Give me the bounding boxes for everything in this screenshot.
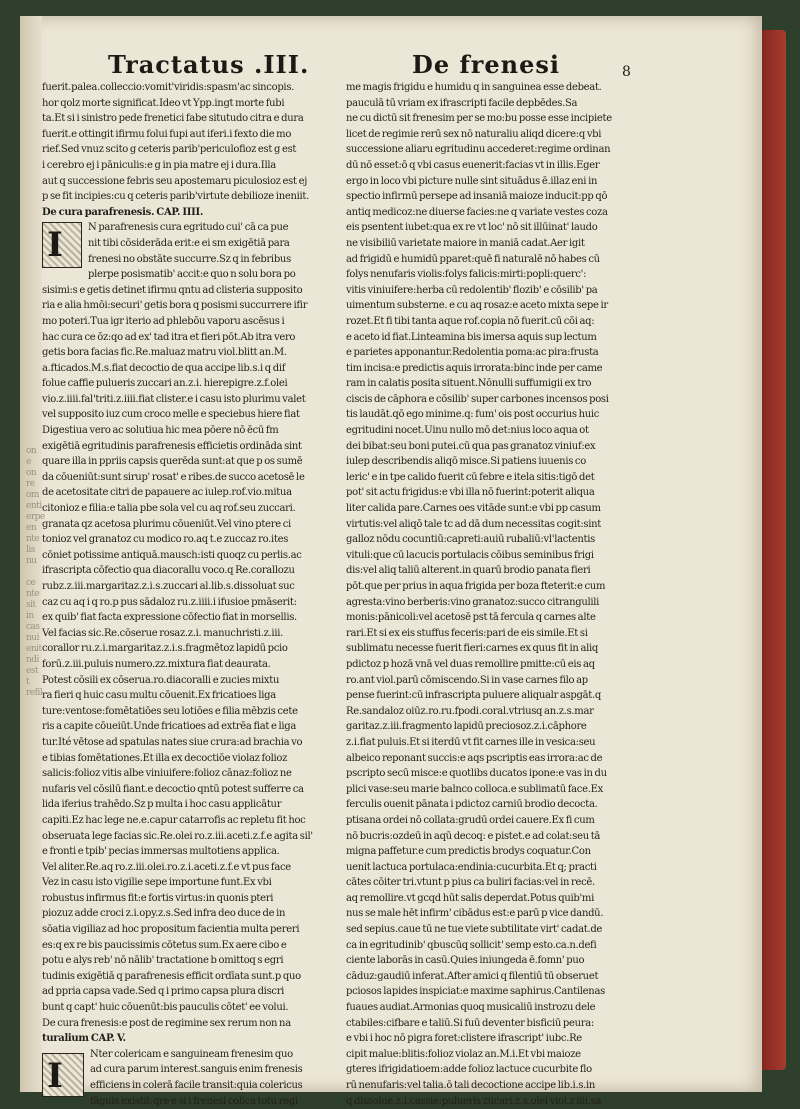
text-line: folys nenufaris violis:folys falicis:mirti:popli:querc':: [346, 269, 587, 281]
text-line: ciente laborās in casū.Quies iniungeda ē.fomn' puo: [346, 955, 585, 967]
text-line: frenesi no obstāte succurre.Sz q in febribus: [88, 253, 291, 265]
text-line: ture:ventose:fomētatiōes seu lotiōes e filia mēbzis cete: [42, 705, 298, 717]
text-line: e parietes apponantur.Redolentia poma:ac pira:frusta: [346, 347, 599, 359]
text-line: potu e alys reb' nō nālib' tractatione b omittoq s egri: [42, 955, 284, 967]
text-line: folue caffie pulueris zuccari an.z.i. hierepigre.z.f.olei: [42, 378, 288, 390]
text-line: ro.ant viol.parū cōmiscendo.Si in vase carnes filo ap: [346, 674, 588, 686]
text-line: ciscis de cāphora e cōsilib' super carbones incensos posi: [346, 393, 609, 405]
text-line: cātes cōiter tri.vtunt p pius ca buliri facias:vel in recē.: [346, 877, 595, 889]
text-line: monis:pānicoli:vel acetosē pst tā fercula q carnes alte: [346, 612, 596, 624]
text-line: ca in egritudinib' qbuscūq sollicit' semp esto.ca.n.defi: [346, 939, 597, 951]
text-line: ctabiles:cifbare e taliū.Si fuū deventer bisficiū peura:: [346, 1017, 594, 1029]
text-line: galloz nōdu cocuntiū:capreti:auiū rubaliū:vl'lactentis: [346, 534, 595, 546]
text-line: hac cura ce ōz:qo ad ex' tad itra et fieri pōt.Ab itra vero: [42, 331, 296, 343]
text-line: nō bucris:ozdeū in aqū decoq: e pistet.e ad colat:seu tā: [346, 830, 601, 842]
text-line: tonioz vel granatoz cu modico ro.aq t.e zuccaz ro.ites: [42, 534, 289, 546]
decorated-initial: [42, 222, 82, 268]
initial-letter: I: [47, 225, 63, 266]
text-line: salicis:folioz vitis albe viniuifere:folioz cānaz:folioz ne: [42, 768, 292, 780]
text-line: obseruata lege facias sic.Re.olei ro.z.iii.aceti.z.f.e agita sil': [42, 830, 313, 842]
text-line: corallor ru.z.i.margaritaz.z.i.s.fragmētoz lapidū pcio: [42, 643, 288, 655]
text-line: tis laudāt.qō ego minime.q: fum' ois post occurius huic: [346, 409, 600, 421]
text-line: q dissolue.z.i.cassie:pulueris zucari.z.s.olei viol.z iiii.sa: [346, 1095, 602, 1107]
text-line: pōt.que per prius in aqua frigida per boza fteterit:e cum: [346, 581, 606, 592]
text-line: fuerit.e ottingit ifirmu folui fupi aut iferi.i fexto die mo: [42, 128, 292, 140]
running-head-left: Tractatus .III.: [108, 50, 310, 79]
text-line: dei bibat:seu boni putei.cū qua pas granatoz viniuf:ex: [346, 440, 596, 452]
text-line: ferculis ouenit pānata i pdictoz carniū brodio decocta.: [346, 799, 598, 811]
text-line: tur.Ité vētose ad spatulas nates siue crura:ad brachia vo: [42, 736, 303, 748]
text-line: Vez in casu isto vigilie sepe importune funt.Ex vbi: [42, 877, 272, 889]
text-line: rozet.Et fi tibi tanta aque rof.copia nō fuerit.cū cōi aq:: [346, 315, 595, 327]
text-line: nit tibi cōsiderāda erit:e ei sm exigētiā para: [88, 237, 290, 249]
text-line: caz cu aq i q ro.p pus sādaloz ru.z.iiii.i ifusioe pmāserit:: [42, 596, 297, 608]
text-line: licet de regimie rerū sex nō naturaliu aliqd dicere:q vbi: [346, 128, 602, 140]
text-line: vel supposito iuz cum croco melle e speciebus hiere fiat: [42, 409, 300, 421]
text-line: ex quib' fiat facta expressione cōfectio fiat in morsellis.: [42, 612, 297, 624]
text-line: gteres ifrigidatioem:adde folioz lactuce cucurbite flo: [346, 1064, 592, 1076]
text-line: rief.Sed vnuz scito g ceteris parib'periculofioz est g est: [42, 144, 297, 156]
text-line: forū.z.iii.puluis numero.zz.mixtura fiat deaurata.: [42, 658, 271, 670]
text-line: vio.z.iiii.fal'triti.z.iiii.fiat clister.e i casu isto plurimu valet: [42, 393, 306, 405]
text-line: ad frigidū e humidū pparet:quē fi naturalē nō habes cū: [346, 253, 600, 265]
text-line: iulep describendis aliqō misce.Si patiens iuuenis co: [346, 456, 586, 468]
text-line: sōatia vigiliaz ad hoc propositum facientia multa pereri: [42, 924, 300, 936]
text-line: liter calida pare.Carnes oes vitāde sunt:e vbi pp casum: [346, 503, 601, 515]
text-line: mo poteri.Tua igr iterio ad phlebōu vaporu ascēsus i: [42, 315, 285, 327]
folio-number: 8: [622, 64, 631, 80]
text-line: sisimi:s e getis detinet ifirmu qntu ad clisteria supposito: [42, 284, 303, 296]
text-line: pciosos lapides inspiciat:e maxime saphirus.Cantilenas: [346, 986, 605, 998]
text-line: pot' sit actu frigidus:e vbi illa nō fuerint:poterit aliqua: [346, 487, 595, 499]
text-line: ad ppria capsa vade.Sed q i primo capsa plura discri: [42, 986, 285, 998]
text-line: vituli:que cū lacucis portulacis cōibus seminibus frigi: [346, 549, 594, 561]
text-line: e aceto id fiat.Linteamina bis imersa aquis sup lectum: [346, 331, 597, 343]
text-line: nus se male hēt infirm' cibādus est:e parū p vice dandū.: [346, 908, 604, 920]
text-line: aq remollire.vt gcqd hūt salis deperdat.Potus quib'mi: [346, 892, 594, 904]
text-line: ra fieri q huic casu multu cōuenit.Ex fricatioes liga: [42, 690, 276, 702]
margin-bleed-text: on e on re om enti erpe en nte lis nu ce nte sit in cas nui enit ndi est t refil: [26, 446, 45, 698]
text-line: a.fticados.M.s.fiat decoctio de qua accipe lib.s.i q dif: [42, 362, 286, 374]
text-line: getis bora facias fic.Re.maluaz matru viol.blitt an.M.: [42, 347, 287, 359]
text-line: migna paffetur.e cum predictis brodys coquatur.Con: [346, 846, 591, 858]
text-line: leric' e in tpe calido fuerit cū febre e itela sitis:tigō det: [346, 471, 595, 483]
text-line: ad cura parum interest.sanguis enim frenesis: [90, 1064, 303, 1076]
text-line: bunt q capt' huic cōuenūt:bis pauculis cōtet' ee volui.: [42, 1002, 289, 1014]
right-text-column: [346, 80, 650, 1109]
text-line: rubz.z.iii.margaritaz.z.i.s.zuccari al.lib.s.dissoluat suc: [42, 581, 295, 592]
text-line: successione aliaru egritudinu accederet:regime ordinan: [346, 144, 611, 156]
text-line: albeico reponant succis:e aqs pscriptis eas irrora:ac de: [346, 752, 603, 764]
text-line: p se fit incipies:cu q ceteris parib'virtute debilioze ineniit.: [42, 191, 309, 203]
text-line: ne cu dictū sit frenesim per se mo:bu posse esse incipiete: [346, 113, 612, 125]
text-line: e fronti e tpib' pecias immersas multotiens applica.: [42, 846, 280, 858]
text-line: ne visibiliū varietate maiore in maniā cadat.Aer igit: [346, 237, 585, 249]
text-line: e vbi i hoc nō pigra foret:clistere ifrascript' iubc.Re: [346, 1033, 582, 1045]
text-line: z.i.fiat puluis.Et si iterdū vt fit carnes ille in vesica:seu: [346, 736, 596, 748]
text-line: lida iferius trahēdo.Sz p multa i hoc casu applicātur: [42, 799, 282, 811]
text-line: plerpe posismatib' accit:e quo n solu bora po: [88, 269, 296, 281]
text-line: Vel facias sic.Re.cōserue rosaz.z.i. manuchristi.z.iii.: [42, 627, 283, 639]
text-line: agresta:vino berberis:vino granatoz:succo citrangulili: [346, 596, 600, 608]
text-line: egritudini nocet.Uinu nullo mō det:nius loco aqua ot: [346, 425, 589, 437]
text-line: capiti.Ez hac lege ne.e.capur catarrofis ac repletu fit hoc: [42, 814, 306, 826]
text-line: tudinis exigētiā q parafrenesis efficit ordīata sunt.p quo: [42, 970, 301, 982]
text-line: pauculā tū vriam ex ifrascripti facile depbēdes.Sa: [346, 97, 578, 109]
text-line: i cerebro ej i pāniculis:e g in pia matre ej i dura.Illa: [42, 159, 276, 171]
text-line: pscripto secū misce:e quotlibs ducatos ipone:e vas in du: [346, 768, 607, 780]
text-line: citonioz e filia:e talia pbe sola vel cu aq rof.seu zuccari.: [42, 503, 296, 515]
text-line: es:q ex re bis paucissimis cōtetus sum.Ex aere cibo e: [42, 939, 287, 951]
text-line: N parafrenesis cura egritudo cui' cā ca pue: [88, 222, 289, 234]
text-line: efficiens in colerā facile transit:quia colericus: [90, 1080, 303, 1091]
text-line: cōniet potissime antiquā.mausch:isti quoqz cu perlis.ac: [42, 549, 302, 561]
text-line: uimentum substerne. e cu aq rosaz:e aceto mixta sepe ir: [346, 300, 608, 312]
text-line: fāguis existit:qre e si i frenesi colica totu regi: [90, 1095, 298, 1107]
text-line: ifrascripta cōfectio qua diacorallu voco.q Re.corallozu: [42, 565, 295, 577]
text-line: pdictoz p hozā vnā vel duas remollire pmitte:cū eis aq: [346, 658, 595, 670]
text-line: De cura frenesis:e post de regimine sex rerum non na: [42, 1017, 291, 1029]
text-line: quare illa in ppriis capsis querēda sunt:at que p os sumē: [42, 456, 303, 468]
text-line: fuaues audiat.Armonias quoq musicaliū instrozu dele: [346, 1002, 596, 1014]
text-line: nufaris vel cōsilū fiant.e decoctio qntū potest sufferre ca: [42, 783, 304, 795]
initial-letter: I: [47, 1055, 63, 1096]
text-line: piozuz adde croci z.i.opy.z.s.Sed infra deo duce de in: [42, 908, 286, 920]
text-line: vitis viniuifere:herba cū redolentib' flozib' e cōsilib' pa: [346, 284, 598, 296]
text-line: exigētiā egritudinis parafrenesis efficietis ordināda sint: [42, 440, 302, 452]
text-line: ris a capite cōueiūt.Unde fricatioes ad extrēa fiat e liga: [42, 721, 297, 733]
text-line: turalium CAP. V.: [42, 1033, 126, 1045]
text-line: pense fuerint:cū infrascripta puluere aliqualr aspgāt.q: [346, 690, 601, 702]
text-line: de acetositate citri de papauere ac iulep.rof.vio.mitua: [42, 487, 292, 499]
text-line: ram in calatis posita situent.Nōnulli suffumigii ex tro: [346, 378, 592, 390]
text-line: garitaz.z.iii.fragmento lapidū preciosoz.z.i.cāphore: [346, 721, 587, 733]
text-line: ria e alia hmōi:securi' getis bora q posismi succurrere ifir: [42, 300, 308, 312]
text-line: antiq medicoz:ne diuerse facies:ne q variate vestes coza: [346, 206, 608, 218]
left-text-column: [42, 80, 342, 1109]
text-line: rū nenufaris:vel talia.ō tali decoctione accipe lib.i.s.in: [346, 1080, 596, 1091]
text-line: dū nō esset:ō q vbi casus euenerit:facias vt in illis.Eger: [346, 159, 600, 171]
text-line: eis psentent iubet:qua ex re vt loc' nō sit illūinat' laudo: [346, 222, 598, 234]
text-line: me magis frigidu e humidu q in sanguinea esse debeat.: [346, 82, 602, 93]
text-line: cāduz:gaudiū inferat.After amici q filentiū tū obseruet: [346, 970, 599, 982]
text-line: De cura parafrenesis. CAP. IIII.: [42, 206, 204, 218]
text-line: sed sepius.caue tū ne tue viete subtilitate virt' cadat.de: [346, 924, 603, 936]
text-line: spectio infirmū persepe ad insaniā maioze inducit:pp qō: [346, 191, 608, 203]
text-line: sublimatu necesse fuerit fieri:carnes ex quus fit in aliq: [346, 643, 599, 655]
text-line: Re.sandaloz oiūz.ro.ru.fpodi.coral.vtriusq an.z.s.mar: [346, 705, 594, 717]
text-line: cipit malue:blitis:folioz violaz an.M.i.Et vbi maioze: [346, 1048, 581, 1060]
text-line: e tibias fomētationes.Et illa ex decoctiōe violaz folioz: [42, 752, 288, 764]
text-line: robustus infirmus fit:e fortis virtus:in quonis pteri: [42, 892, 274, 904]
text-line: Digestiua vero ac solutiua hic mea pōere nō ēcū fm: [42, 425, 279, 437]
text-line: ta.Et si i sinistro pede frenetici fabe situtudo citra e dura: [42, 113, 304, 125]
text-line: fuerit.palea.colleccio:vomit'viridis:spasm'ac sincopis.: [42, 82, 295, 93]
text-line: Nter colericam e sanguineam frenesim quo: [90, 1048, 293, 1060]
text-line: Vel aliter.Re.aq ro.z.iii.olei.ro.z.i.aceti.z.f.e vt pus face: [42, 861, 291, 873]
decorated-initial: [42, 1053, 84, 1097]
text-line: hor qolz morte significat.Ideo vt Ypp.ingt morte fubi: [42, 97, 285, 109]
text-line: plici vase:seu marie balnco colloca.e sublimatū face.Ex: [346, 783, 603, 795]
text-line: uenit lactuca portulaca:endinia:cucurbita.Et q; practi: [346, 861, 597, 873]
text-line: ergo in loco vbi picture nulle sint situādus ē.illaz eni in: [346, 175, 598, 187]
running-head-right: De frenesi: [412, 50, 561, 79]
text-line: da cōueniūt:sunt sirup' rosat' e ribes.de succo acetosē le: [42, 471, 305, 483]
text-line: ptisana ordei nō collata:grudū ordei cauere.Ex fi cum: [346, 814, 595, 826]
text-line: aut q successione febris seu apostemaru piculosioz est ej: [42, 175, 307, 187]
text-line: Potest cōsili ex cōserua.ro.diacoralli e zucies mixtu: [42, 674, 280, 686]
text-line: tim incisa:e predictis aquis irrorata:binc inde per came: [346, 362, 603, 374]
text-line: dis:vel aliq taliū alterent.in quarū brodio panata fieri: [346, 565, 591, 577]
text-line: rari.Et si ex eis stuffus feceris:pari de eis simile.Et si: [346, 627, 588, 639]
text-line: granata qz acetosa plurimu cōueniūt.Vel vino ptere ci: [42, 518, 291, 530]
text-line: virtutis:vel aliqō tale tc ad dā dum necessitas cogit:sint: [346, 518, 601, 530]
